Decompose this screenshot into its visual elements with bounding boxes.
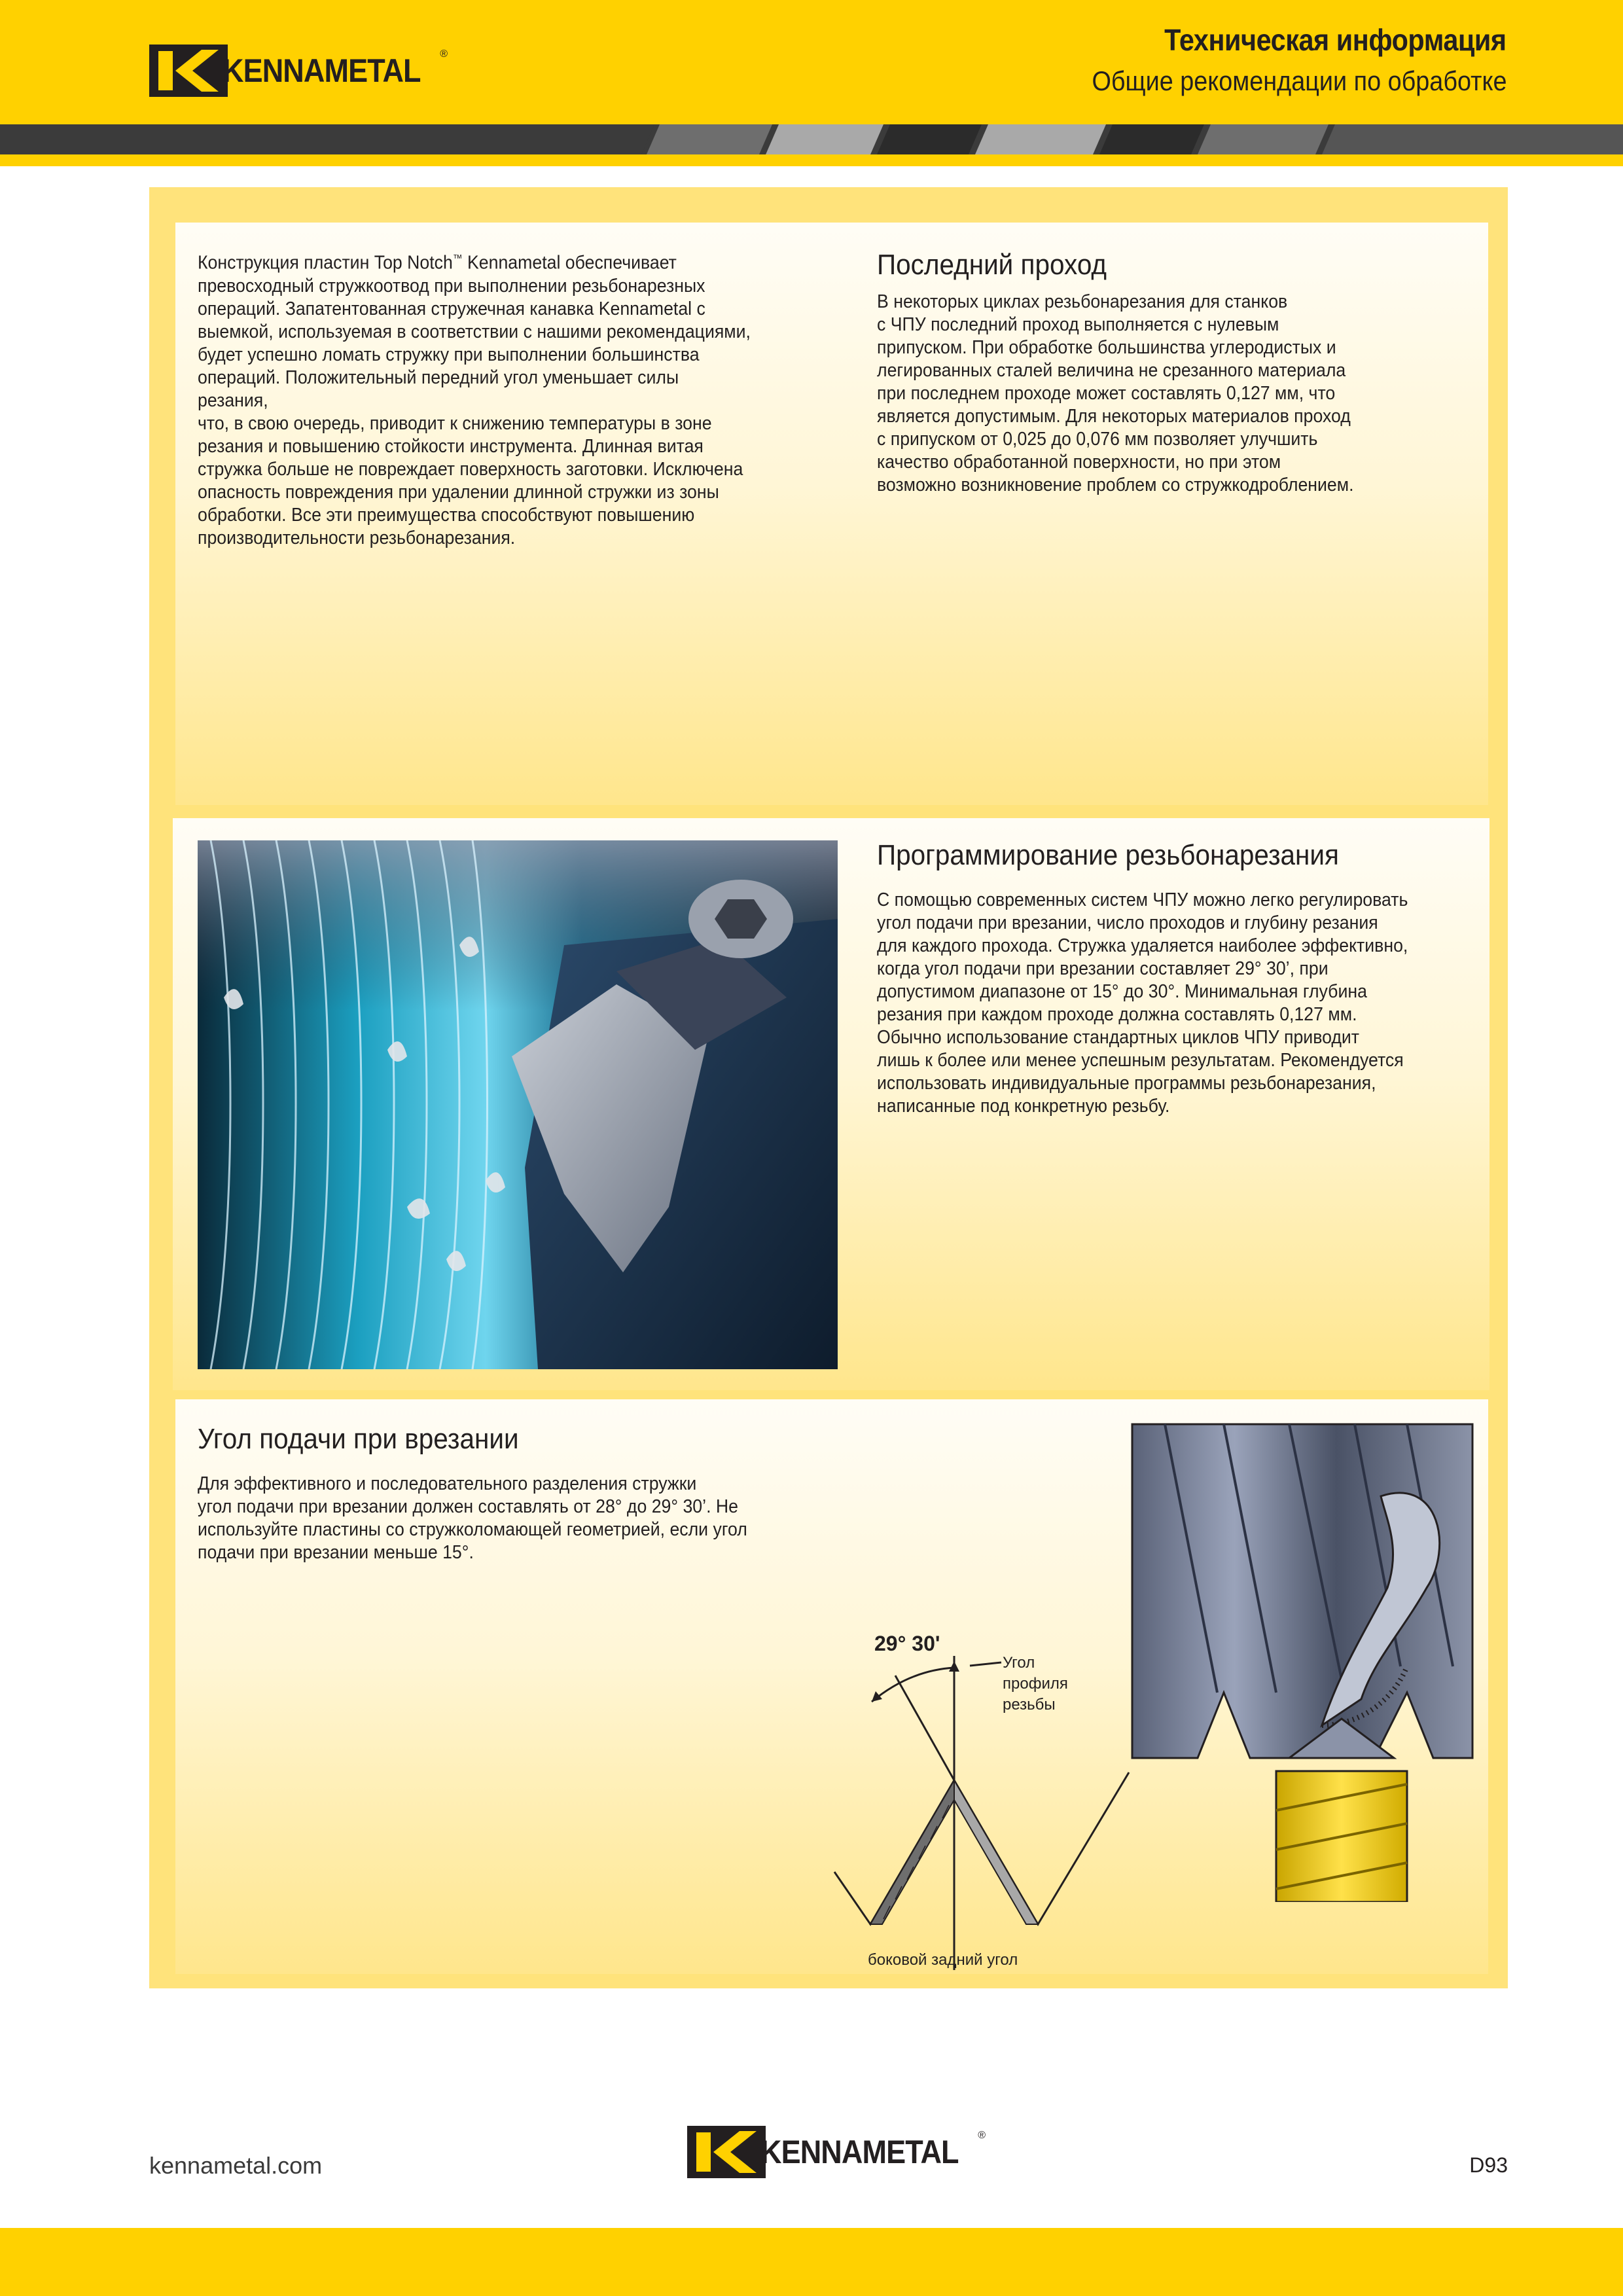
threading-tool-photo-illustration — [198, 840, 838, 1369]
footer-band — [0, 2228, 1623, 2296]
intro-text-start: Конструкция пластин Top Notch — [198, 252, 453, 274]
footer-url[interactable]: kennametal.com — [149, 2152, 323, 2179]
kennametal-k-icon — [687, 2126, 766, 2178]
header-thin-yellow-line — [0, 154, 1623, 166]
header-stripe — [0, 124, 1623, 154]
thread-profile-diagram — [818, 1414, 1499, 1990]
angle-label: 29° 30' — [874, 1632, 940, 1655]
registered-mark: ® — [440, 48, 448, 60]
profile-label-line1: Угол — [1003, 1654, 1035, 1672]
page-title: Техническая информация — [1164, 23, 1507, 57]
intro-paragraph — [198, 247, 751, 550]
programming-heading: Программирование резьбонарезания — [877, 839, 1339, 871]
bottom-label: боковой задний угол — [868, 1951, 1018, 1969]
infeed-paragraph: Для эффективного и последовательного разделения стружки угол подачи при врезании должен составлять от 28° до 29° 30’. Не используйте пластины со стружколомающей геометрией, если угол подачи при врезании меньше 15°. — [198, 1473, 747, 1563]
intro-text-rest: превосходный стружкоотвод при выполнении резьбонарезных операций. Запатентованная стружечная канавка Kennametal с выемкой, используемая в соответствии с нашими рекомендациями, будет успешно ломать стружку при выполнении большинства операций. Положительный передний угол уменьшает силы резания, что, в свою очередь, приводит к снижению температуры в зоне резания и повышению стойкости инструмента. Длинная витая стружка больше не повреждает поверхность заготовки. Исключена опасность повреждения при удалении длинной стружки из зоны обработки. Все эти преимущества способствуют повышению производительности резьбонарезания. — [198, 275, 751, 548]
infeed-angle-diagram — [818, 1414, 1499, 1990]
threading-photo — [198, 840, 838, 1369]
intro-text-cont: Kennametal обеспечивает — [462, 252, 677, 274]
programming-paragraph: С помощью современных систем ЧПУ можно легко регулировать угол подачи при врезании, число проходов и глубину резания для каждого прохода. Стружка удаляется наиболее эффективно, когда угол подачи при врезании составляет 29° 30’, при допустимом диапазоне от 15° до 30°. Минимальная глубина резания при каждом проходе должна составлять 0,127 мм. Обычно использование стандартных циклов ЧПУ приводит лишь к более или менее успешным результатам. Рекомендуется использовать индивидуальные программы резьбонарезания, написанные под конкретную резьбу. — [877, 889, 1408, 1117]
infeed-heading: Угол подачи при врезании — [198, 1423, 519, 1455]
footer-logo — [687, 2126, 986, 2178]
diagonal-stripes — [0, 124, 1623, 154]
last-pass-heading: Последний проход — [877, 249, 1107, 281]
page-number: D93 — [1469, 2153, 1508, 2177]
kennametal-k-icon — [149, 45, 228, 97]
trademark-mark: ™ — [452, 253, 463, 264]
profile-label-line3: резьбы — [1003, 1696, 1056, 1713]
logo-wordmark: KENNAMETAL — [760, 2134, 959, 2170]
header-logo — [149, 45, 448, 97]
logo-wordmark: KENNAMETAL — [223, 52, 421, 89]
profile-label-line2: профиля — [1003, 1675, 1068, 1693]
last-pass-paragraph: В некоторых циклах резьбонарезания для станков с ЧПУ последний проход выполняется с нулевым припуском. При обработке большинства углеродистых и легированных сталей величина не срезанного материала при последнем проходе может составлять 0,127 мм, что является допустимым. Для некоторых материалов проход с припуском от 0,025 до 0,076 мм позволяет улучшить качество обработанной поверхности, но при этом возможно возникновение проблем со стружкодроблением. — [877, 291, 1354, 495]
page-subtitle: Общие рекомендации по обработке — [1091, 65, 1507, 96]
registered-mark: ® — [978, 2130, 986, 2141]
